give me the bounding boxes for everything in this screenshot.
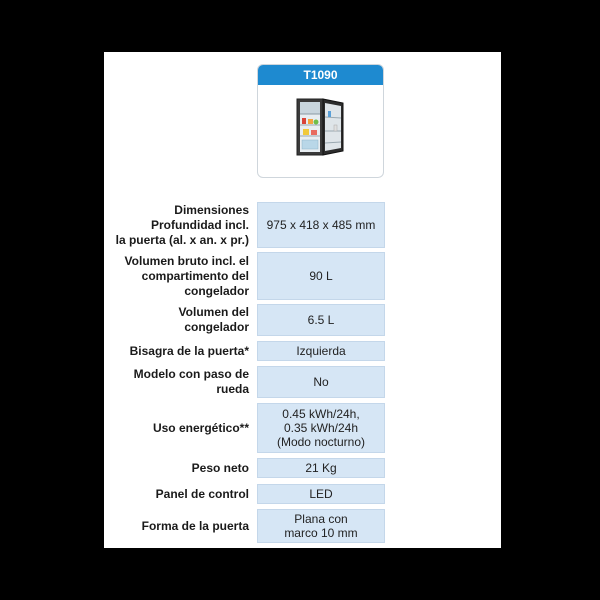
spec-label-control-panel: Panel de control bbox=[155, 486, 249, 501]
spec-value-net-weight: 21 Kg bbox=[257, 458, 385, 478]
spec-label-wheel-arch: Modelo con paso de rueda bbox=[133, 367, 249, 396]
spec-value-freezer-volume: 6.5 L bbox=[257, 304, 385, 336]
spec-value-door-hinge: Izquierda bbox=[257, 341, 385, 361]
spec-label-energy-use: Uso energético** bbox=[152, 420, 249, 435]
spec-value-energy-use: 0.45 kWh/24h, 0.35 kWh/24h (Modo nocturno) bbox=[257, 403, 385, 453]
spec-value-gross-volume: 90 L bbox=[257, 252, 385, 300]
spec-sheet bbox=[104, 52, 501, 548]
spec-value-dimensions: 975 x 418 x 485 mm bbox=[257, 202, 385, 248]
product-model-header: T1090 bbox=[258, 65, 383, 85]
spec-label-door-shape: Forma de la puerta bbox=[141, 518, 249, 533]
refrigerator-open-door-icon bbox=[291, 95, 351, 159]
product-card bbox=[257, 64, 384, 178]
spec-value-door-shape: Plana con marco 10 mm bbox=[257, 509, 385, 543]
spec-value-wheel-arch: No bbox=[257, 366, 385, 398]
spec-label-dimensions: Dimensiones Profundidad incl. la puerta (al. x an. x pr.) bbox=[115, 202, 249, 247]
spec-value-control-panel: LED bbox=[257, 484, 385, 504]
spec-label-door-hinge: Bisagra de la puerta* bbox=[129, 343, 249, 358]
spec-label-gross-volume: Volumen bruto incl. el compartimento del congelador bbox=[124, 253, 249, 298]
spec-label-net-weight: Peso neto bbox=[191, 460, 249, 475]
spec-label-freezer-volume: Volumen del congelador bbox=[178, 305, 249, 334]
